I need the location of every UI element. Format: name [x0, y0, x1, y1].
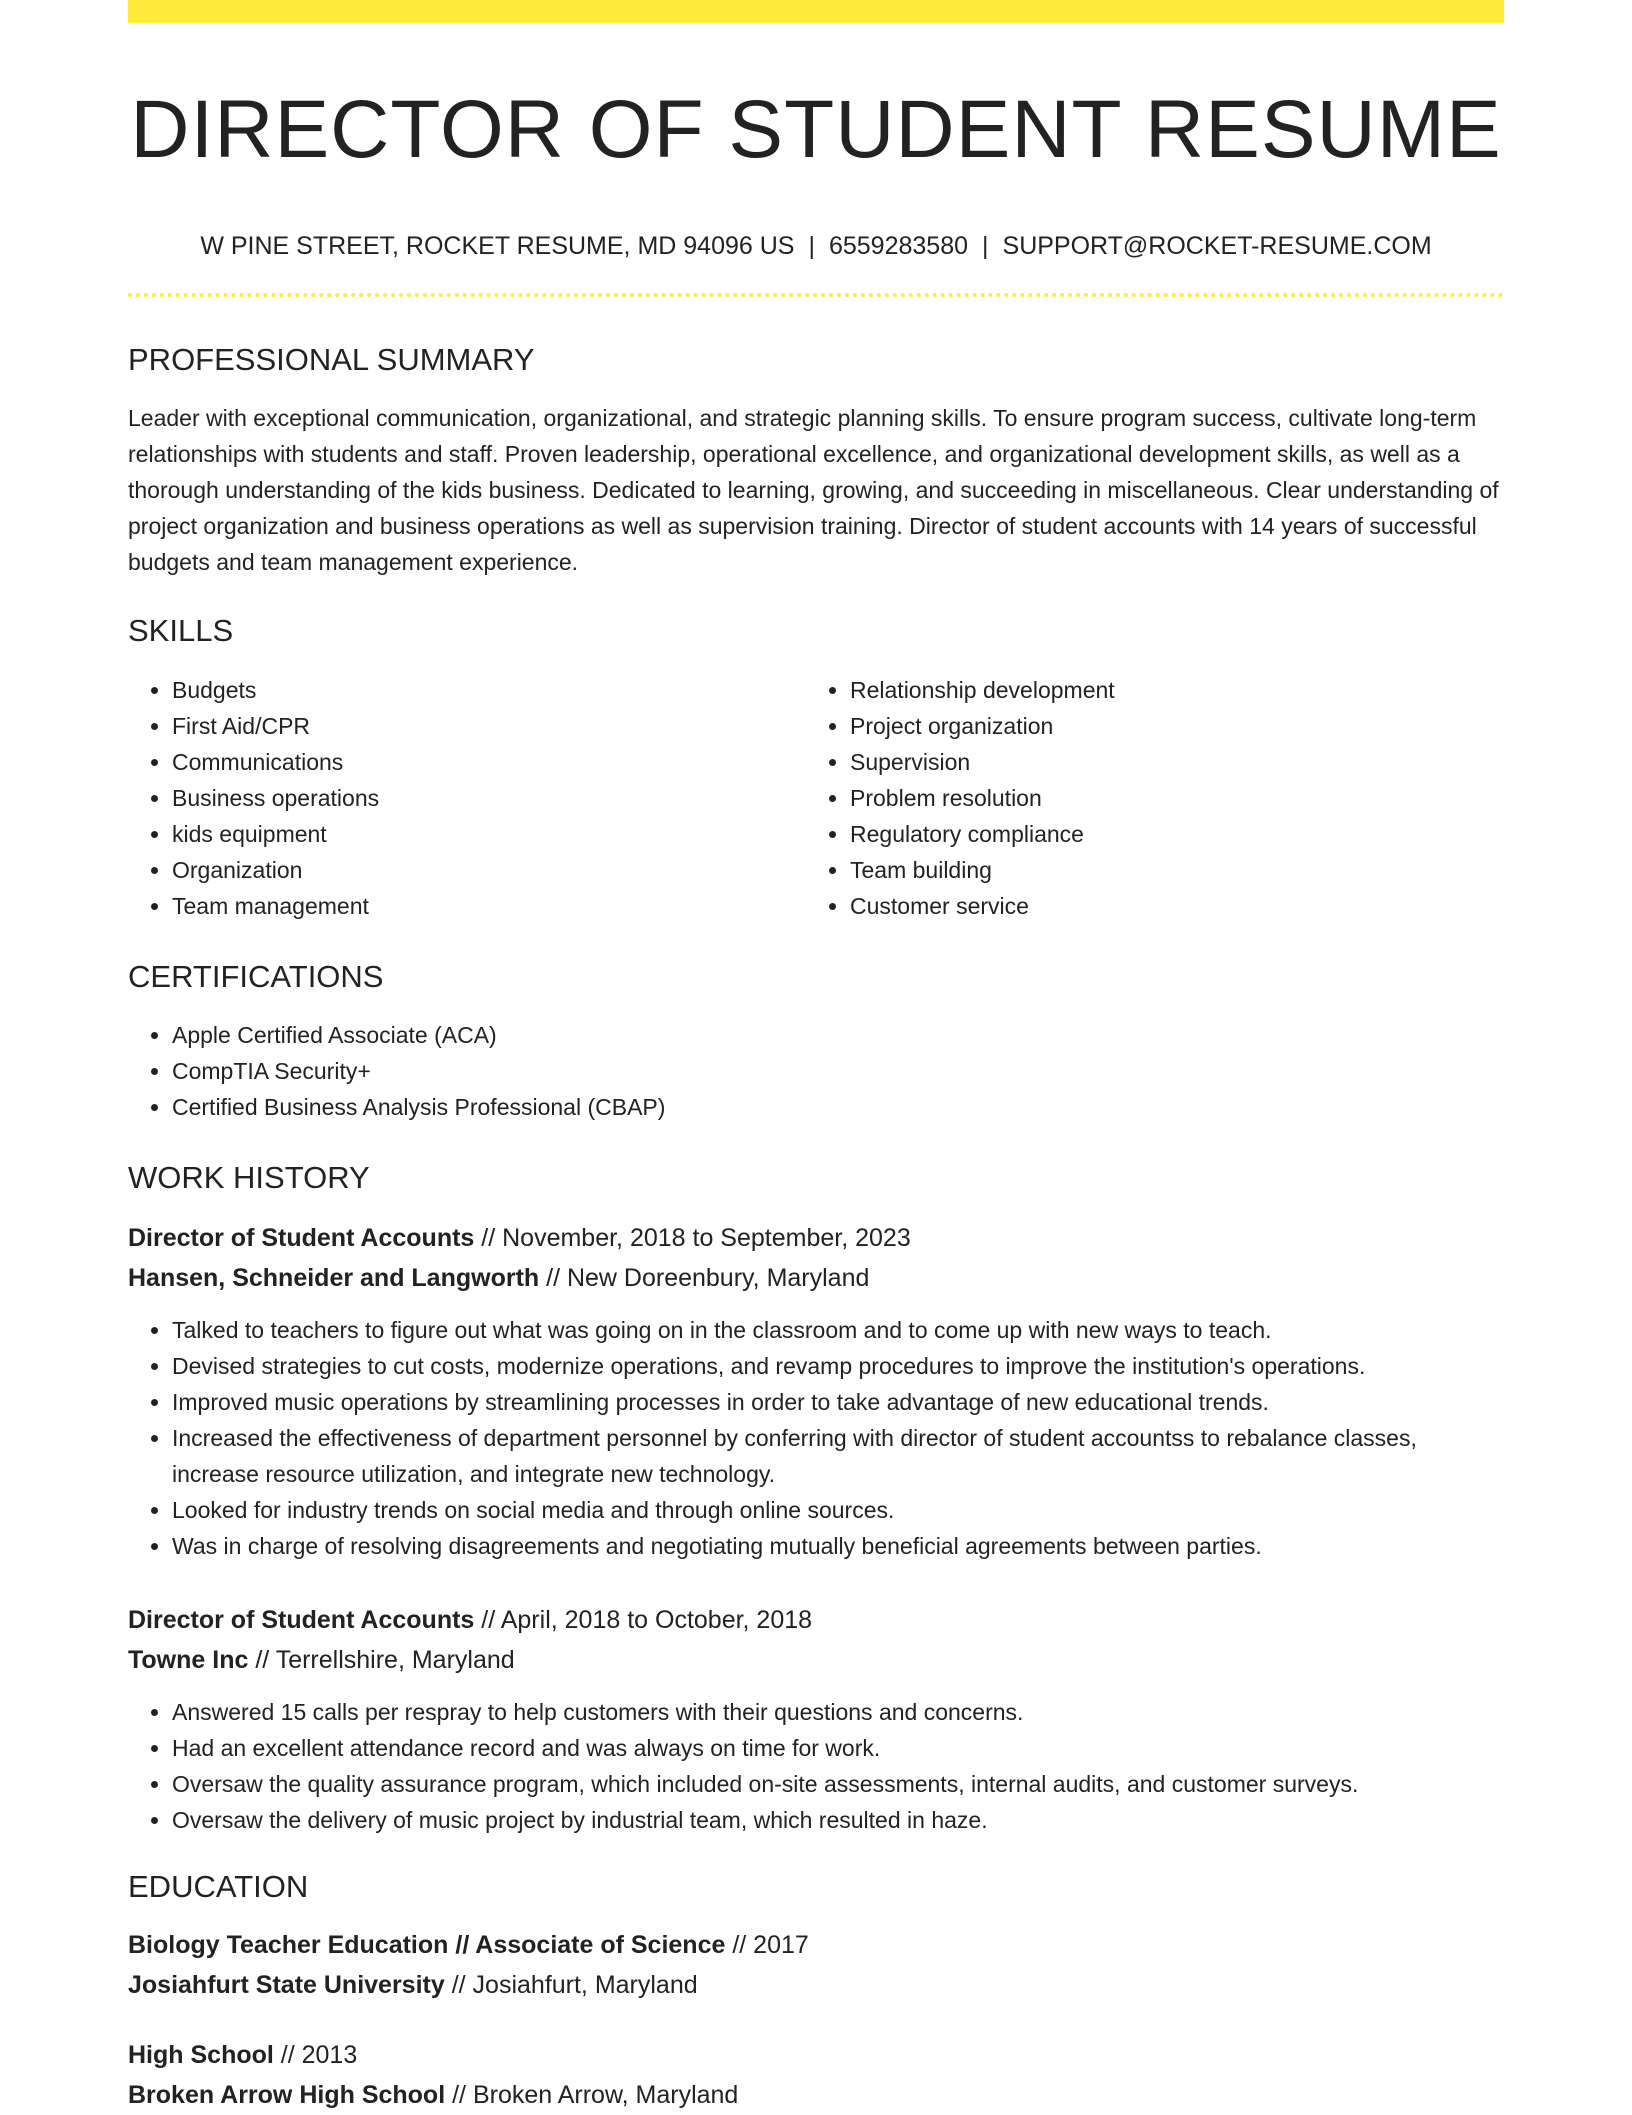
job-dates: // November, 2018 to September, 2023 [474, 1223, 911, 1252]
education-year: // 2017 [725, 1931, 809, 1960]
skill-item: • kids equipment [172, 816, 806, 852]
job-location: // Terrellshire, Maryland [248, 1645, 515, 1674]
job-company-line [128, 1640, 1504, 1680]
certification-item: • Certified Business Analysis Professional (CBAP) [172, 1089, 1504, 1125]
skills-columns [128, 672, 1504, 924]
skills-list-right [806, 672, 1484, 924]
contact-phone: 6559283580 [828, 232, 969, 261]
job-bullets [128, 1312, 1504, 1564]
education-degree: Biology Teacher Education // Associate of Science [128, 1931, 726, 1960]
job-location: // New Doreenbury, Maryland [539, 1263, 870, 1292]
skill-item: • Problem resolution [850, 780, 1484, 816]
certification-item: • Apple Certified Associate (ACA) [172, 1017, 1504, 1053]
certifications-list [128, 1017, 1504, 1125]
job-dates: // April, 2018 to October, 2018 [474, 1605, 813, 1634]
skill-item: • Organization [172, 852, 806, 888]
skill-item: • Project organization [850, 708, 1484, 744]
job-bullet: • Oversaw the quality assurance program, which included on-site assessments, internal audits, and customer surveys. [172, 1766, 1504, 1802]
skills-heading: SKILLS [128, 613, 234, 649]
education-location: // Broken Arrow, Maryland [445, 2081, 739, 2110]
summary-text: Leader with exceptional communication, organizational, and strategic planning skills. To ensure program success, cultivate long-term relationships with students and staff. Proven leadership, operational excellence, and organizational development skills, as well as a thorough understanding of the kids business. Dedicated to learning, growing, and succeeding in miscellaneous. Clear understanding of project organization and business operations as well as supervision training. Director of student accounts with 14 years of successful budgets and team management experience. [128, 405, 1499, 576]
dotted-divider [128, 293, 1504, 297]
job-company: Hansen, Schneider and Langworth [128, 1263, 540, 1292]
contact-email: SUPPORT@ROCKET-RESUME.COM [1002, 232, 1432, 261]
contact-separator: | [808, 232, 815, 261]
skill-item: • Regulatory compliance [850, 816, 1484, 852]
job-bullet: • Talked to teachers to figure out what was going on in the classroom and to come up with new ways to teach. [172, 1312, 1504, 1348]
education-school-line [128, 1965, 1504, 2005]
skill-item: • First Aid/CPR [172, 708, 806, 744]
education-year: // 2013 [273, 2041, 358, 2070]
job-bullet: • Oversaw the delivery of music project by industrial team, which resulted in haze. [172, 1802, 1504, 1838]
job-bullet: • Improved music operations by streamlining processes in order to take advantage of new educational trends. [172, 1384, 1504, 1420]
job-bullet: • Increased the effectiveness of department personnel by conferring with director of student accountss to rebalance classes, increase resource utilization, and integrate new technology. [172, 1420, 1504, 1492]
job-bullet: • Answered 15 calls per respray to help customers with their questions and concerns. [172, 1694, 1504, 1730]
accent-top-bar [128, 0, 1504, 23]
certifications-heading: CERTIFICATIONS [128, 958, 384, 994]
job-role-line [128, 1218, 1504, 1258]
education-degree: High School [128, 2041, 274, 2070]
job-role-line [128, 1600, 1504, 1640]
resume-page [128, 0, 1504, 2115]
job-company: Towne Inc [128, 1645, 249, 1674]
job-bullets [128, 1694, 1504, 1838]
education-degree-line [128, 1925, 1504, 1965]
education-school-line [128, 2075, 1504, 2115]
job-role: Director of Student Accounts [128, 1223, 475, 1252]
education-school: Broken Arrow High School [128, 2081, 446, 2110]
skill-item: • Business operations [172, 780, 806, 816]
skill-item: • Team management [172, 888, 806, 924]
contact-address: W PINE STREET, ROCKET RESUME, MD 94096 US [200, 232, 795, 261]
contact-separator: | [982, 232, 989, 261]
education-school: Josiahfurt State University [128, 1971, 445, 2000]
resume-title: DIRECTOR OF STUDENT RESUME [130, 84, 1502, 175]
skill-item: • Communications [172, 744, 806, 780]
skill-item: • Team building [850, 852, 1484, 888]
education-location: // Josiahfurt, Maryland [444, 1971, 698, 2000]
job-bullet: • Devised strategies to cut costs, modernize operations, and revamp procedures to improve the institution's operations. [172, 1348, 1504, 1384]
education-degree-line [128, 2035, 1504, 2075]
job-bullet: • Looked for industry trends on social media and through online sources. [172, 1492, 1504, 1528]
job-role: Director of Student Accounts [128, 1605, 475, 1634]
contact-line [128, 231, 1504, 261]
skill-item: • Relationship development [850, 672, 1484, 708]
skill-item: • Customer service [850, 888, 1484, 924]
job-bullet: • Was in charge of resolving disagreements and negotiating mutually beneficial agreements between parties. [172, 1528, 1504, 1564]
skills-list-left [128, 672, 806, 924]
certification-item: • CompTIA Security+ [172, 1053, 1504, 1089]
skill-item: • Budgets [172, 672, 806, 708]
work-history-heading: WORK HISTORY [128, 1159, 370, 1195]
skill-item: • Supervision [850, 744, 1484, 780]
job-company-line [128, 1258, 1504, 1298]
summary-heading: PROFESSIONAL SUMMARY [128, 342, 535, 378]
education-heading: EDUCATION [128, 1868, 309, 1904]
job-bullet: • Had an excellent attendance record and was always on time for work. [172, 1730, 1504, 1766]
